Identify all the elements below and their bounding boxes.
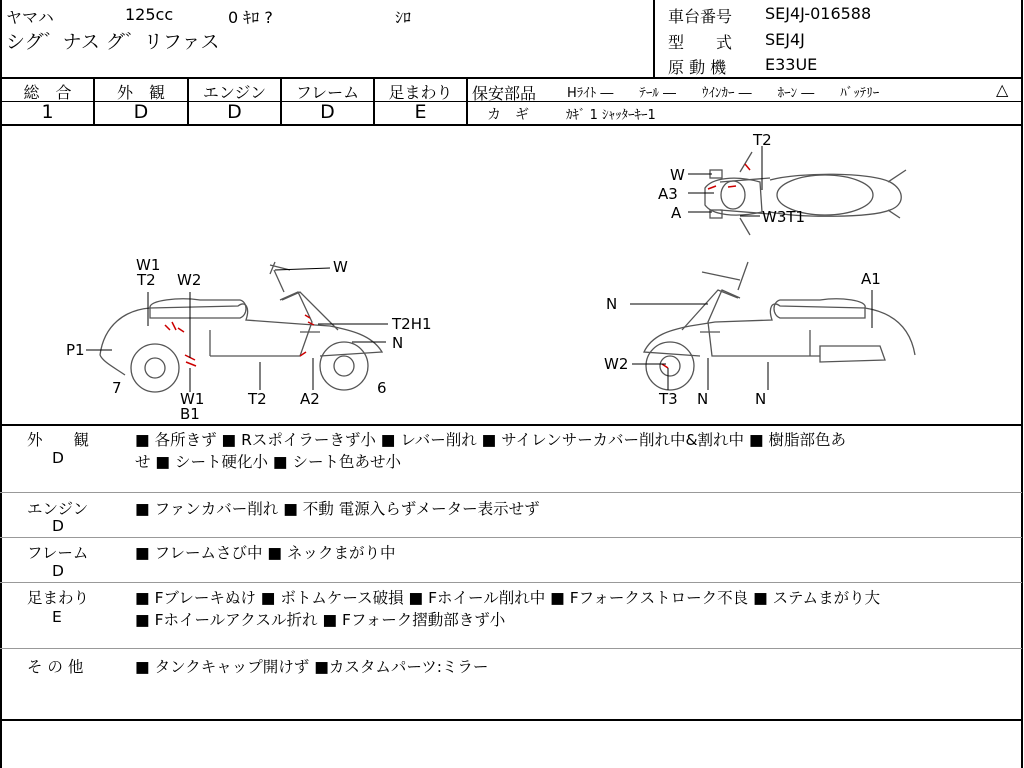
key-detail: ｶｷﾞ 1 ｼｬｯﾀｰｷｰ1 (566, 108, 656, 123)
label-right-n-bottom-2: N (755, 390, 767, 408)
safety-mid-line (467, 101, 1022, 102)
diagram-bottom-line (0, 424, 1023, 426)
grade-header-total: 総 合 (23, 83, 72, 102)
section-suspension-line2: ■ Fホイールアクスル折れ ■ Fフォーク摺動部きず小 (135, 611, 506, 629)
label-left-w1: W1 (136, 256, 161, 274)
label-left-w: W (333, 258, 348, 276)
frame-no: SEJ4J-016588 (765, 4, 872, 23)
section-suspension-line1: ■ Fブレーキぬけ ■ ボトムケース破損 ■ Fホイール削れ中 ■ Fフォークストローク不良 ■ ステムまがり大 (135, 589, 881, 607)
label-left-p1: P1 (66, 341, 85, 359)
engine-label: 原 動 機 (668, 58, 727, 77)
grade-value-suspension: E (414, 101, 427, 123)
section-divider-2 (0, 537, 1022, 538)
section-frame-label: フレーム (27, 544, 89, 562)
section-frame-line1: ■ フレームさび中 ■ ネックまがり中 (135, 544, 396, 562)
label-left-6: 6 (377, 379, 387, 397)
label-top-a: A (671, 204, 682, 222)
top-view (705, 152, 906, 235)
grade-value-exterior: D (133, 101, 149, 123)
label-left-w2: W2 (177, 271, 202, 289)
body-color: ｼﾛ (395, 8, 412, 27)
label-left-w1-bottom: W1 (180, 390, 205, 408)
section-divider-1 (0, 492, 1022, 493)
grade-header-engine: エンジン (202, 83, 267, 102)
label-left-b1: B1 (180, 405, 200, 423)
section-exterior-label: 外 観 (27, 431, 90, 449)
label-left-n: N (392, 334, 404, 352)
remarks-bottom-line (0, 719, 1023, 721)
label-left-7: 7 (112, 379, 122, 397)
model-code: SEJ4J (765, 30, 805, 49)
key-label: カ ギ (487, 107, 529, 123)
safety-label: 保安部品 (472, 84, 537, 103)
section-engine-label: エンジン (27, 500, 89, 518)
label-left-t2: T2 (137, 271, 156, 289)
grade-header-frame: フレーム (295, 83, 360, 102)
safety-items: Hﾗｲﾄ ― ﾃｰﾙ ― ｳｲﾝｶｰ ― ﾎｰﾝ ― ﾊﾞｯﾃﾘｰ (567, 86, 880, 101)
section-exterior-grade: D (52, 449, 64, 467)
engine-code: E33UE (765, 55, 818, 74)
label-right-n: N (606, 295, 618, 313)
grade-header-suspension: 足まわり (388, 83, 453, 102)
label-left-a2: A2 (300, 390, 320, 408)
label-top-w: W (670, 166, 685, 184)
section-other-line1: ■ タンクキャップ開けず ■カスタムパーツ:ミラー (135, 658, 489, 676)
grade-value-total: 1 (41, 101, 54, 123)
section-exterior-line2: せ ■ シート硬化小 ■ シート色あせ小 (135, 453, 401, 471)
section-other-label: そ の 他 (27, 658, 84, 676)
grade-value-engine: D (227, 101, 242, 123)
header-divider (653, 0, 655, 78)
label-left-t2-bottom: T2 (248, 390, 267, 408)
model-name: シグ゛ナス グ゛リファス (6, 31, 220, 53)
grade-value-frame: D (320, 101, 335, 123)
section-suspension-grade: E (52, 608, 62, 626)
label-right-t3: T3 (659, 390, 678, 408)
label-top-a3: A3 (658, 185, 678, 203)
displacement: 125cc (125, 5, 174, 24)
label-top-w3t1: W3T1 (762, 208, 806, 226)
header-bottom-line (0, 77, 1023, 79)
model-label: 型 式 (668, 33, 733, 52)
section-exterior-line1: ■ 各所きず ■ Rスポイラーきず小 ■ レバー削れ ■ サイレンサーカバー削れ中&割れ中 ■ 樹脂部色あ (135, 431, 847, 449)
grade-header-exterior: 外 観 (116, 83, 165, 102)
section-engine-grade: D (52, 517, 64, 535)
label-top-t2: T2 (753, 131, 772, 149)
section-divider-3 (0, 582, 1022, 583)
mileage: 0 ｷﾛ ? (228, 8, 273, 27)
label-right-w2: W2 (604, 355, 629, 373)
section-divider-4 (0, 648, 1022, 649)
label-right-a1: A1 (861, 270, 881, 288)
label-right-n-bottom-1: N (697, 390, 709, 408)
frame-no-label: 車台番号 (668, 7, 733, 26)
section-suspension-label: 足まわり (27, 589, 90, 607)
maker: ヤマハ (6, 8, 54, 27)
warning-icon: △ (996, 80, 1009, 99)
label-left-t2h1: T2H1 (392, 315, 432, 333)
section-engine-line1: ■ ファンカバー削れ ■ 不動 電源入らずメーター表示せず (135, 500, 540, 518)
section-frame-grade: D (52, 562, 64, 580)
